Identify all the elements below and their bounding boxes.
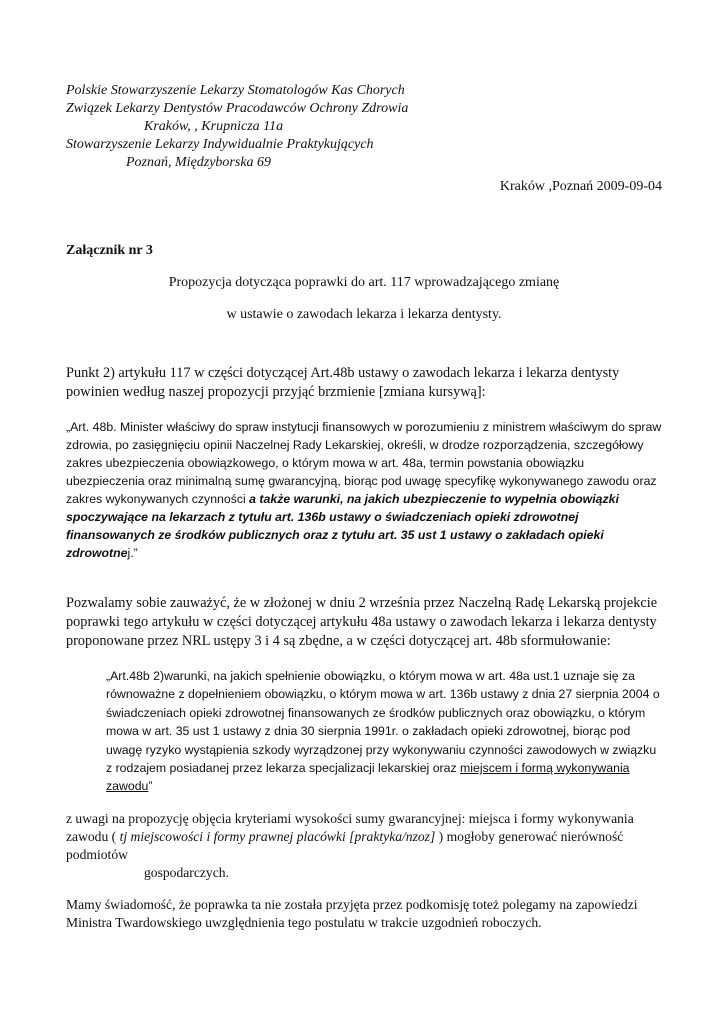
paragraph-1: Punkt 2) artykułu 117 w części dotyczącej Art.48b ustawy o zawodach lekarza i lekarza dentysty powinien według naszej propozycji przyjąć brzmienie [zmiana kursywą]: [66,365,620,400]
letterhead-line-3: Stowarzyszenie Lekarzy Indywidualnie Praktykujących [66,137,374,152]
letterhead-line-1: Polskie Stowarzyszenie Lekarzy Stomatologów Kas Chorych [66,83,405,98]
letterhead [66,82,662,172]
subject-line-1: Propozycja dotycząca poprawki do art. 117 wprowadzającego zmianę [168,275,560,290]
letterhead-line-2: Związek Lekarzy Dentystów Pracodawców Ochrony Zdrowia [66,101,409,116]
paragraph3-italic: tj miejscowości i formy prawnej placówki [praktyka/nzoz] [119,828,439,844]
date-line: Kraków ,Poznań 2009-09-04 [499,179,662,194]
paragraph3-start: z uwagi na propozycję objęcia kryteriami wysokości sumy gwarancyjnej: miejsca i formy wykonywania zawodu ( [66,810,634,844]
paragraph-3 [66,810,662,882]
quote2-end: ” [148,779,153,794]
quote-art-48b-nrl [106,667,662,796]
letterhead-address-1: Kraków, , Krupnicza 11a [144,119,284,134]
subject-line-2: w ustawie o zawodach lekarza i lekarza dentysty. [226,307,502,322]
annex-title: Załącznik nr 3 [66,243,153,258]
quote2-plain: „Art.48b 2)warunki, na jakich spełnienie obowiązku, o którym mowa w art. 48a ust.1 uznaje się za równoważne z dopełnieniem obowiązku, o którym mowa w art. 136b ustawy z dnia 27 sierpnia 2004 o świadczeniach opieki zdrowotnej finansowanych ze środków publicznych oraz obowiązku, o którym mowa w art. 35 ust 1 ustawy z dnia 30 sierpnia 1991r. o zakładach opieki zdrowotnej, biorąc pod uwagę ryzyko wystąpienia szkody wyrządzonej przy wykonywaniu czynności zawodowych w związku z rodzajem posiadanej przez lekarza specjalizacji lekarskiej oraz [106,669,660,776]
letterhead-address-2: Poznań, Międzyborska 69 [126,155,272,170]
paragraph3-last-line: gospodarczych. [144,864,229,880]
quote-art-48b-proposal [66,418,662,562]
paragraph-2: Pozwalamy sobie zauważyć, że w złożonej w dniu 2 września przez Naczelną Radę Lekarską projekcie poprawki tego artykułu w części dotyczącej artykułu 48a ustawy o zawodach lekarza i lekarza dentysty proponowane przez NRL ustępy 3 i 4 są zbędne, a w części dotyczącej art. 48b sformułowanie: [66,595,658,649]
quote2-underlined: miejscem i formą wykonywania zawodu [106,761,630,794]
quote1-end: j.” [127,546,138,560]
paragraph3-end: ) mogłoby generować nierówność podmiotów [66,828,624,862]
quote1-plain: „Art. 48b. Minister właściwy do spraw instytucji finansowych w porozumieniu z ministrem właściwym do spraw zdrowia, po zasięgnięciu opinii Naczelnej Rady Lekarskiej, określi, w drodze rozporządzenia, szczegółowy zakres ubezpieczenia obowiązkowego, o którym mowa w art. 48a, termin powstania obowiązku ubezpieczenia oraz minimalną sumę gwarancyjną, biorąc pod uwagę specyfikę wykonywanego zawodu oraz zakres wykonywanych czynności [66,420,662,506]
paragraph-4: Mamy świadomość, że poprawka ta nie została przyjęta przez podkomisję toteż polegamy na zapowiedzi Ministra Twardowskiego uwzględnienia tego postulatu w trakcie uzgodnień roboczych. [66,896,638,930]
quote1-emphasis: a także warunki, na jakich ubezpieczenie to wypełnia obowiązki spoczywające na lekarzach z tytułu art. 136b ustawy o świadczeniach opieki zdrowotnej finansowanych ze środków publicznych oraz z tytułu art. 35 ust 1 ustawy o zakładach opieki zdrowotne [66,492,619,560]
